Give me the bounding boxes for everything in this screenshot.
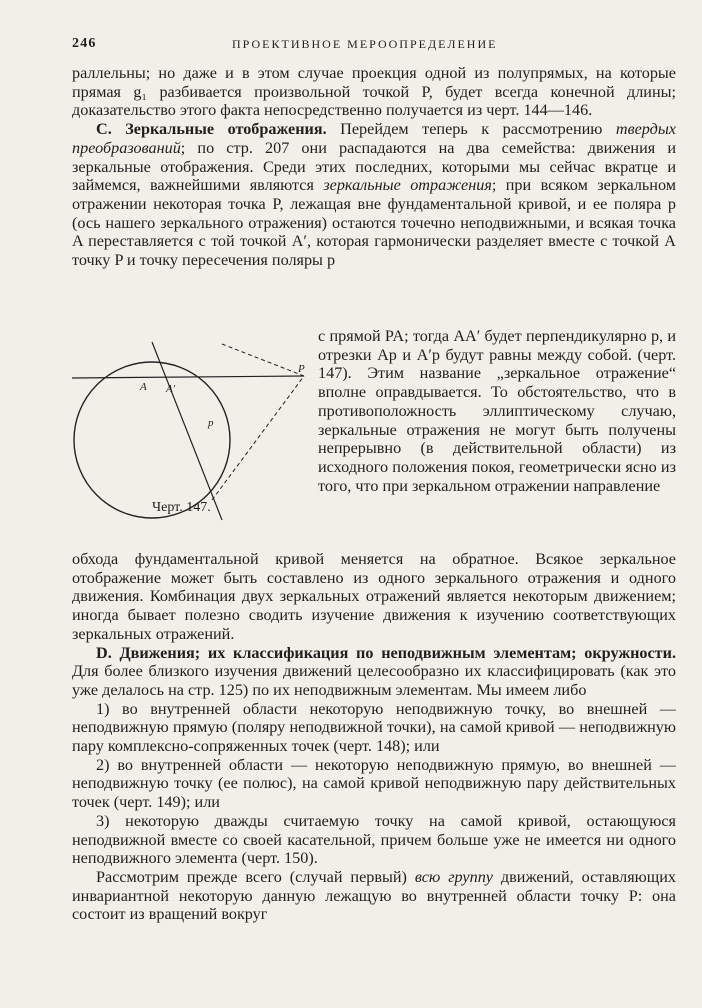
page-number: 246: [72, 36, 97, 51]
section-d-heading: D. Движения; их классификация по неподвижным элементам; окружности.: [96, 643, 676, 662]
fundamental-circle: [74, 362, 230, 518]
case-2: 2) во внутренней области — некоторую неподвижную прямую, во внешней — неподвижную точку (ее полюс), на самой кривой неподвижную пару действительных точек (черт. 149); или: [72, 755, 676, 812]
section-c-paragraph: C. Зеркальные отображения. Перейдем теперь к рассмотрению твердых преобразований; по стр. 207 они распадаются на два семейства: движения и зеркальные отображения. Среди этих последних, которыми мы сейчас вкратце и займемся, важнейшими являются зеркальные отражения; при всяком зеркальном отражении некоторая точка P, лежащая вне фундаментальной кривой, и ее поляра p (ось нашего зеркального отражения) остаются точечно неподвижными, и всякая точка A переставляется с той точкой A′, которая гармонически разделяет вместе с точкой A точку P и точку пересечения поляры p: [72, 120, 676, 270]
polar-line-p: [152, 342, 222, 520]
section-c-heading: C. Зеркальные отображения.: [96, 120, 327, 139]
label-A-prime: A′: [166, 383, 176, 395]
label-p: p: [208, 417, 214, 429]
final-paragraph: Рассмотрим прежде всего (случай первый) всю группу движений, оставляющих инвариантной некоторую данную лежащую во внутренней области точку P: она состоит из вращений вокруг: [72, 867, 676, 924]
text-block-top: [72, 64, 676, 270]
tangent-dashed-1: [212, 376, 304, 500]
running-head: [72, 34, 672, 54]
case-3: 3) некоторую дважды считаемую точку на самой кривой, остающуюся неподвижной вместе со своей касательной, причем больше уже не имеется ни одного неподвижного элемента (черт. 150).: [72, 811, 676, 868]
figure-caption: Черт. 147.: [152, 500, 211, 515]
intro-paragraph: раллельны; но даже и в этом случае проекция одной из полупрямых, на которые прямая g₁ разбивается произвольной точкой P, будет всегда конечной длины; доказательство этого факта непосредственно получается из черт. 144—146.: [72, 64, 676, 120]
label-P: P: [298, 363, 305, 375]
tangent-dashed-2: [222, 344, 304, 376]
text-block-bottom: [72, 550, 676, 924]
section-d-paragraph: D. Движения; их классификация по неподвижным элементам; окружности. Для более близкого изучения движений целесообразно их классифицировать (как это уже делалось на стр. 125) по их неподвижным элементам. Мы имеем либо: [72, 643, 676, 699]
text-beside-figure: [318, 327, 676, 495]
label-A: A: [140, 381, 147, 393]
running-title: ПРОЕКТИВНОЕ МЕРООПРЕДЕЛЕНИЕ: [232, 37, 498, 51]
wrap-paragraph: с прямой PA; тогда AA′ будет перпендикулярно p, и отрезки Ap и A′p будут равны между собой. (черт. 147). Этим название „зеркальное отражение“ вполне оправдывается. То обстоятельство, что в противоположность эллиптическому случаю, зеркальные отражения не могут быть получены непрерывно (в действительной области) из исходного положения покоя, геометрически ясно из того, что при зеркальном отражении направление: [318, 327, 676, 495]
case-1: 1) во внутренней области некоторую неподвижную точку, во внешней — неподвижную прямую (поляру неподвижной точки), на самой кривой — неподвижную пару комплексно-сопряженных точек (черт. 148); или: [72, 699, 676, 756]
continuation-paragraph: обхода фундаментальной кривой меняется на обратное. Всякое зеркальное отображение может быть составлено из одного зеркального отражения и одного движения. Комбинация двух зеркальных отражений является некоторым движением; иногда бывает полезно сводить изучение движения к изучению соответствующих зеркальных отражений.: [72, 550, 676, 643]
